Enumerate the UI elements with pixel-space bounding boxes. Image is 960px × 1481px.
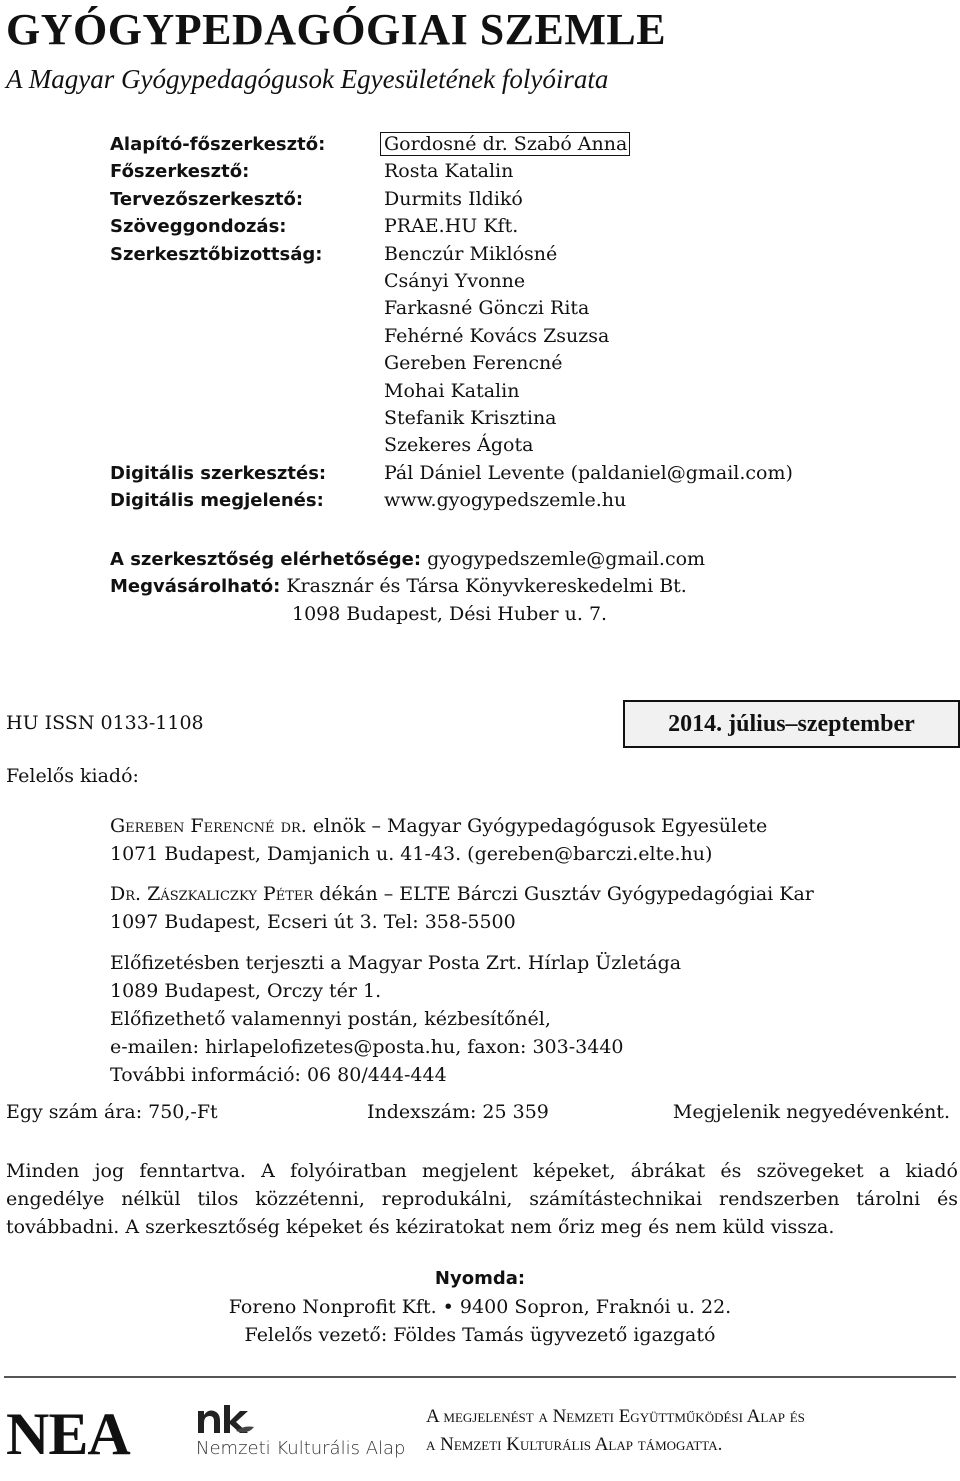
distribution-line: 1089 Budapest, Orczy tér 1. [110, 980, 382, 1002]
index-number: Indexszám: 25 359 [367, 1101, 549, 1123]
distribution-line: Előfizethető valamennyi postán, kézbesítőnél, [110, 1008, 551, 1030]
rights-paragraph: Minden jog fenntartva. A folyóiratban megjelent képeket, ábrákat és szövegeket a kiadó engedélye nélkül tilos közzétenni, reprodukálni, számítástechnikai rendszerben tárolni és továbbadni. A szerkesztőség képeket és kéziratokat nem őriz meg és nem küld vissza. [6, 1160, 958, 1238]
printer-line-1: Foreno Nonprofit Kft. • 9400 Sopron, Fraknói u. 22. [228, 1296, 732, 1318]
publisher-2-role: dékán – ELTE Bárczi Gusztáv Gyógypedagógiai Kar [319, 883, 814, 905]
copy-editing-name: PRAE.HU Kft. [384, 215, 519, 238]
label-founding-editor: Alapító-főszerkesztő: [110, 134, 326, 155]
board-member: Fehérné Kovács Zsuzsa [384, 324, 610, 347]
issue-date-box: 2014. július–szeptember [623, 700, 960, 748]
publisher-2-name: Dr. Zászkaliczky Péter [110, 883, 314, 905]
design-editor-name: Durmits Ildikó [384, 187, 523, 210]
label-copy-editing: Szöveggondozás: [110, 216, 287, 238]
publisher-1-role: elnök – Magyar Gyógypedagógusok Egyesülete [312, 815, 768, 837]
publisher-2 [110, 880, 814, 936]
label-design-editor: Tervezőszerkesztő: [110, 188, 304, 210]
nka-logo [196, 1403, 256, 1441]
printer-line-2: Felelős vezető: Földes Tamás ügyvezető igazgató [244, 1324, 716, 1346]
nea-logo: NEA [6, 1401, 130, 1467]
distribution-line: e-mailen: hirlapelofizetes@posta.hu, faxon: 303-3440 [110, 1036, 624, 1058]
board-member: Mohai Katalin [384, 379, 520, 402]
issn: HU ISSN 0133-1108 [6, 712, 204, 734]
founding-editor-name: Gordosné dr. Szabó Anna [380, 132, 630, 156]
label-editor-in-chief: Főszerkesztő: [110, 161, 250, 183]
board-member: Csányi Yvonne [384, 270, 526, 293]
bookstore-address: 1098 Budapest, Dési Huber u. 7. [292, 602, 608, 625]
label-digital-editing: Digitális szerkesztés: [110, 463, 327, 484]
journal-subtitle: A Magyar Gyógypedagógusok Egyesületének folyóirata [6, 64, 609, 94]
contact-block [110, 546, 705, 628]
label-editorial-board: Szerkesztőbizottság: [110, 243, 323, 265]
bookstore-name: Krasznár és Társa Könyvkereskedelmi Bt. [286, 575, 687, 598]
board-member: Benczúr Miklósné [384, 242, 558, 265]
support-line-2: a Nemzeti Kulturális Alap támogatta. [426, 1434, 723, 1455]
publisher-2-address: 1097 Budapest, Ecseri út 3. Tel: 358-5500 [110, 911, 516, 933]
distribution-line: Előfizetésben terjeszti a Magyar Posta Zrt. Hírlap Üzletága [110, 952, 682, 974]
board-member: Gereben Ferencné [384, 352, 563, 375]
board-member: Szekeres Ágota [384, 434, 534, 457]
publisher-1-name: Gereben Ferencné dr. [110, 815, 307, 837]
nka-logo-graphic [196, 1403, 256, 1437]
printer-block [0, 1265, 960, 1349]
support-statement [426, 1403, 805, 1459]
publisher-label: Felelős kiadó: [6, 765, 139, 787]
price: Egy szám ára: 750,-Ft [6, 1101, 218, 1123]
publisher-1 [110, 812, 767, 868]
digital-editing-value: Pál Dániel Levente (paldaniel@gmail.com) [384, 461, 793, 484]
digital-publication-value: www.gyogypedszemle.hu [384, 489, 627, 512]
distribution-block [110, 949, 681, 1089]
masthead-values [384, 131, 793, 515]
masthead-labels [110, 131, 325, 268]
nka-text: Nemzeti Kulturális Alap [196, 1438, 406, 1459]
publisher-1-address: 1071 Budapest, Damjanich u. 41-43. (gereben@barczi.elte.hu) [110, 843, 713, 865]
publication-frequency: Megjelenik negyedévenként. [672, 1101, 950, 1123]
distribution-line: További információ: 06 80/444-444 [110, 1064, 447, 1086]
digital-labels [110, 460, 326, 515]
support-line-1: A megjelenést a Nemzeti Együttműködési Alap és [426, 1406, 805, 1427]
printer-label: Nyomda: [434, 1268, 526, 1289]
label-office-contact: A szerkesztőség elérhetősége: [110, 549, 422, 570]
board-member: Stefanik Krisztina [384, 407, 557, 430]
label-available-at: Megvásárolható: [110, 576, 281, 598]
office-email: gyogypedszemle@gmail.com [427, 548, 706, 570]
editor-in-chief-name: Rosta Katalin [384, 160, 514, 183]
label-digital-publication: Digitális megjelenés: [110, 490, 324, 512]
footer-divider [4, 1376, 956, 1378]
journal-title: GYÓGYPEDAGÓGIAI SZEMLE [6, 5, 667, 54]
board-member: Farkasné Gönczi Rita [384, 297, 590, 320]
